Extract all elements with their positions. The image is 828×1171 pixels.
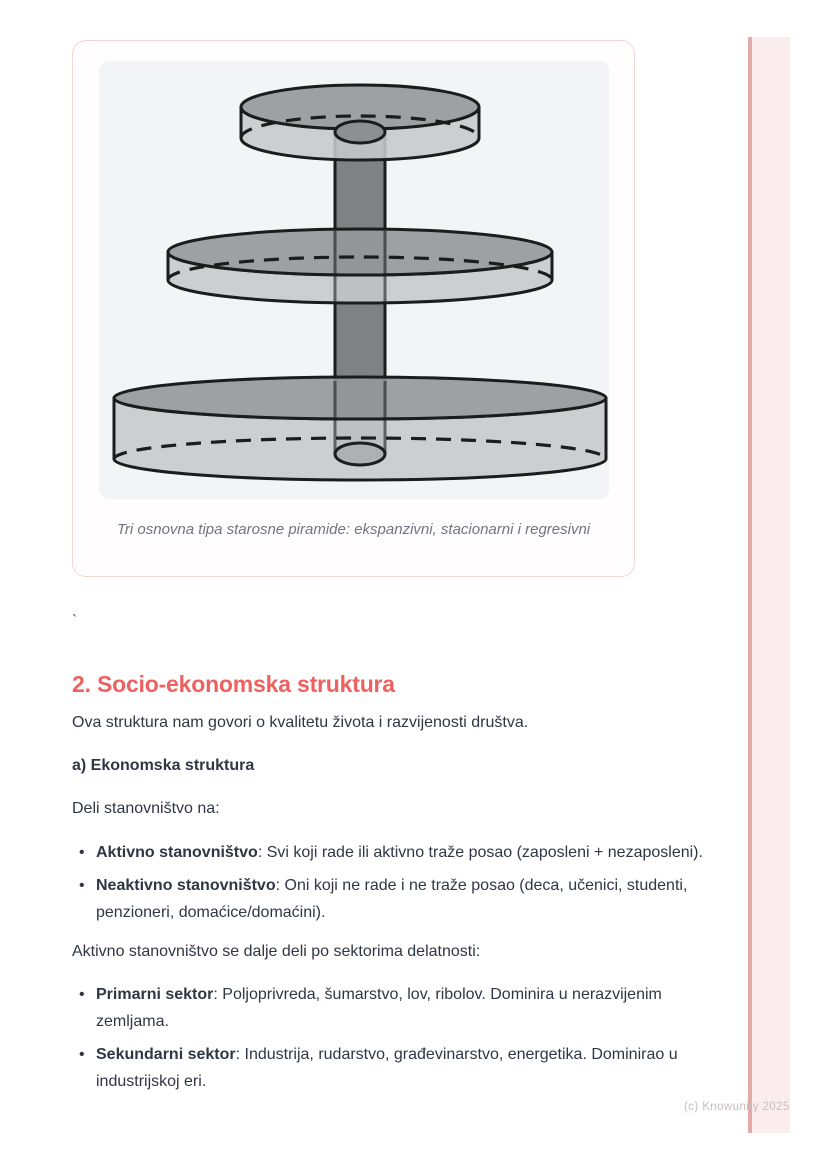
subheading-economic-structure: a) Ekonomska struktura bbox=[72, 757, 255, 774]
section-heading: 2. Socio-ekonomska struktura bbox=[72, 671, 395, 697]
stray-backtick-char: ` bbox=[72, 612, 77, 629]
lead-paragraph-sectors: Aktivno stanovništvo se dalje deli po sektorima delatnosti: bbox=[72, 943, 481, 960]
figure-card bbox=[72, 40, 635, 577]
list-item-inactive-population bbox=[72, 872, 730, 926]
pole-top-ellipse bbox=[335, 121, 385, 143]
intro-paragraph: Ova struktura nam govori o kvalitetu života i razvijenosti društva. bbox=[72, 714, 529, 731]
sectors-list bbox=[72, 981, 730, 1095]
list-item-active-population bbox=[72, 839, 730, 866]
list-item-term: Neaktivno stanovništvo bbox=[96, 877, 276, 894]
list-item-term: Sekundarni sektor bbox=[96, 1046, 236, 1063]
figure-caption: Tri osnovna tipa starosne piramide: ekspanzivni, stacionarni i regresivni bbox=[116, 521, 591, 538]
watermark: (c) Knowunity 2025 bbox=[684, 1101, 790, 1113]
tiered-stand-figure bbox=[99, 61, 609, 499]
list-item-desc: : Oni koji ne rade i ne traže posao (deca, učenici, studenti, penzioneri, domaćice/domaćini). bbox=[96, 877, 688, 921]
list-item-secondary-sector bbox=[72, 1041, 730, 1095]
pole-bottom-ellipse bbox=[335, 443, 385, 465]
figure-image-panel bbox=[99, 61, 609, 499]
middle-disk bbox=[168, 229, 552, 303]
page-edge-highlight-band bbox=[748, 37, 790, 1133]
lead-paragraph-division: Deli stanovništvo na: bbox=[72, 800, 220, 817]
list-item-term: Primarni sektor bbox=[96, 986, 214, 1003]
document-content bbox=[72, 40, 730, 1095]
list-item-desc: : Industrija, rudarstvo, građevinarstvo, energetika. Dominirao u industrijskoj eri. bbox=[96, 1046, 678, 1090]
list-item-desc: : Poljoprivreda, šumarstvo, lov, ribolov. Dominira u nerazvijenim zemljama. bbox=[96, 986, 662, 1030]
list-item-primary-sector bbox=[72, 981, 730, 1035]
list-item-desc: : Svi koji rade ili aktivno traže posao (zaposleni + nezaposleni). bbox=[257, 844, 703, 861]
population-division-list bbox=[72, 839, 730, 926]
list-item-term: Aktivno stanovništvo bbox=[96, 844, 258, 861]
